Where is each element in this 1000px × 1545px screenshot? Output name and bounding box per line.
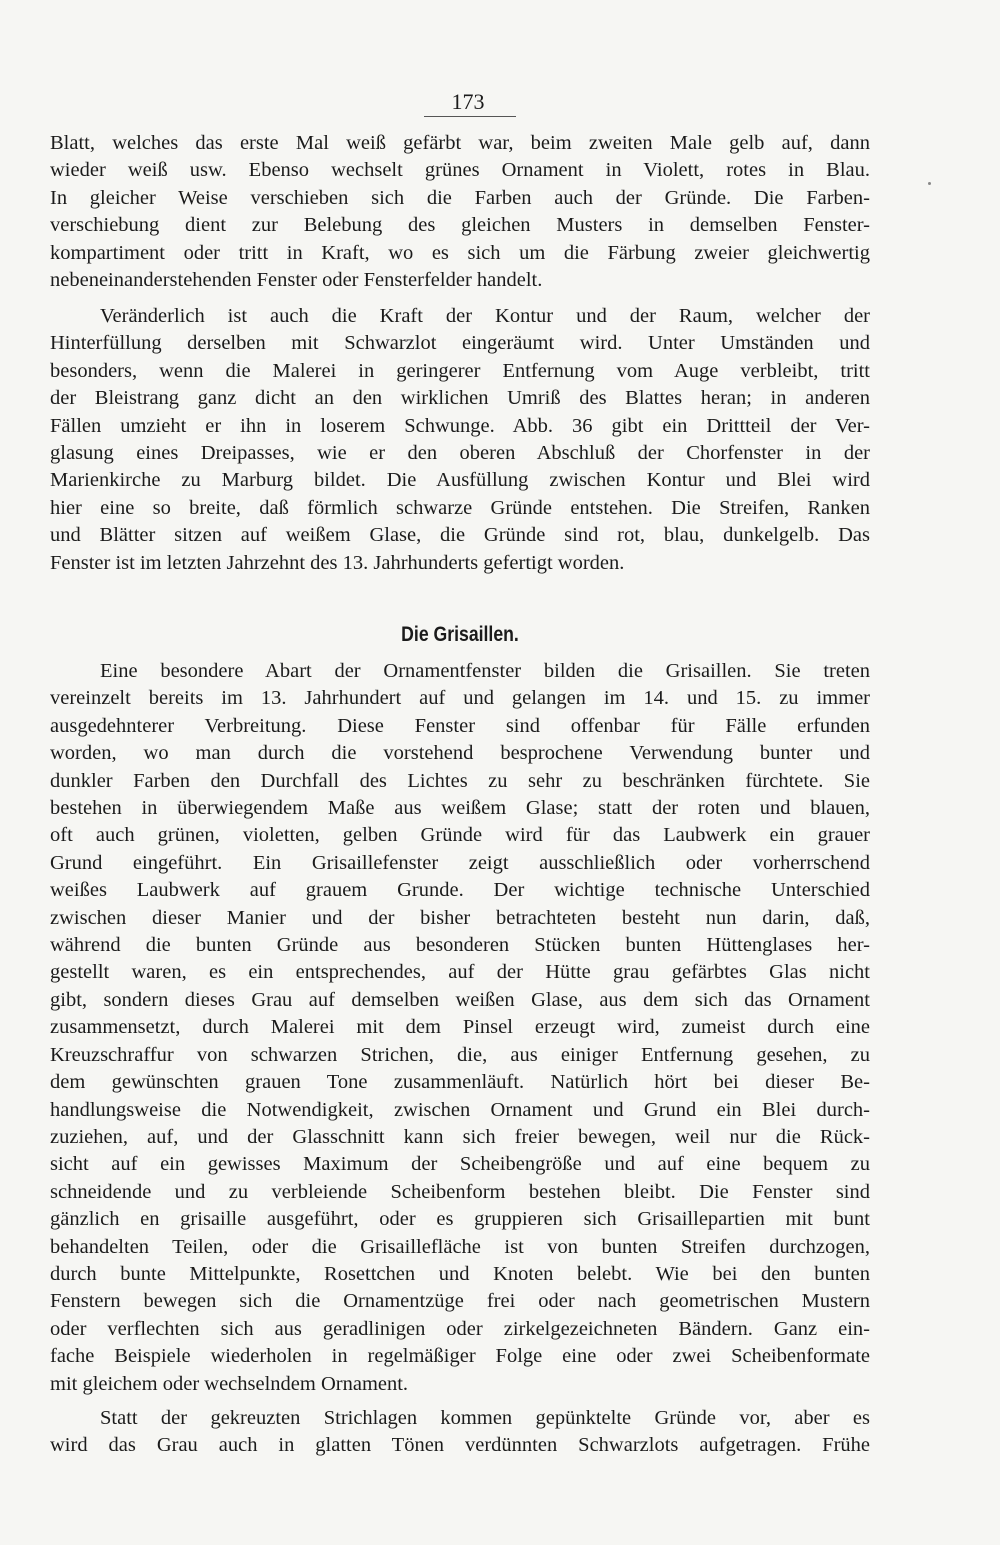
paragraph-color-shift <box>50 130 870 294</box>
text-line: Fenster ist im letzten Jahrzehnt des 13. Jahrhunderts gefertigt worden. <box>50 551 625 574</box>
text-line: mit gleichem oder wechselndem Ornament. <box>50 1372 409 1395</box>
text-line: fache Beispiele wiederholen in regelmäßiger Folge eine oder zwei Scheibenformate <box>50 1345 870 1368</box>
text-line: nebeneinanderstehenden Fenster oder Fensterfelder handelt. <box>50 269 543 292</box>
text-line: dunkler Farben den Durchfall des Lichtes zu sehr zu beschränken fürchtete. Sie <box>50 769 870 792</box>
text-line: behandelten Teilen, oder die Grisaillefläche ist von bunten Streifen durchzogen, <box>50 1235 870 1258</box>
text-line: Statt der gekreuzten Strichlagen kommen gepünktelte Gründe vor, aber es <box>100 1407 870 1429</box>
text-line: Fenstern bewegen sich die Ornamentzüge frei oder nach geometrischen Mustern <box>50 1290 870 1313</box>
text-line: Blatt, welches das erste Mal weiß gefärbt war, beim zweiten Male gelb auf, dann <box>50 132 870 154</box>
text-line: vereinzelt bereits im 13. Jahrhundert auf und gelangen im 14. und 15. zu immer <box>50 687 870 710</box>
text-line: zusammensetzt, durch Malerei mit dem Pinsel erzeugt wird, zumeist durch eine <box>50 1016 870 1039</box>
text-line: Hinterfüllung derselben mit Schwarzlot eingeräumt wird. Unter Umständen und <box>50 332 870 355</box>
text-line: oft auch grünen, violetten, gelben Gründe wird für das Laubwerk ein grauer <box>50 824 870 847</box>
text-line: glasung eines Dreipasses, wie er den oberen Abschluß der Chorfenster in der <box>50 442 870 465</box>
text-line: hier eine so breite, daß förmlich schwarze Gründe entstehen. Die Streifen, Ranken <box>50 496 870 519</box>
text-line: Eine besondere Abart der Ornamentfenster bilden die Grisaillen. Sie treten <box>100 660 870 682</box>
text-line: weißes Laubwerk auf grauem Grunde. Der wichtige technische Unterschied <box>50 879 870 902</box>
text-line: handlungsweise die Notwendigkeit, zwischen Ornament und Grund ein Blei durch- <box>50 1098 870 1121</box>
text-line: Marienkirche zu Marburg bildet. Die Ausfüllung zwischen Kontur und Blei wird <box>50 469 870 492</box>
text-line: gestellt waren, es ein entsprechendes, auf der Hütte grau gefärbtes Glas nicht <box>50 961 870 984</box>
text-line: gibt, sondern dieses Grau auf demselben weißen Glase, aus dem sich das Ornament <box>50 988 870 1011</box>
text-line: In gleicher Weise verschieben sich die Farben auch der Gründe. Die Farben- <box>50 186 870 209</box>
text-line: Kreuzschraffur von schwarzen Strichen, die, aus einiger Entfernung gesehen, zu <box>50 1043 870 1066</box>
text-line: kompartiment oder tritt in Kraft, wo es sich um die Färbung zweier gleichwertig <box>50 241 870 264</box>
text-line: ausgedehnterer Verbreitung. Diese Fenster sind offenbar für Fälle erfunden <box>50 714 870 737</box>
text-line: Grund eingeführt. Ein Grisaillefenster zeigt ausschließlich oder vorherrschend <box>50 851 870 874</box>
text-line: verschiebung dient zur Belebung des gleichen Musters in demselben Fenster- <box>50 214 870 237</box>
paragraph-grisaille <box>50 658 870 1398</box>
text-line: wieder weiß usw. Ebenso wechselt grünes Ornament in Violett, rotes in Blau. <box>50 159 870 182</box>
text-line: und Blätter sitzen auf weißem Glase, die Gründe sind rot, blau, dunkelgelb. Das <box>50 524 870 547</box>
text-line: oder verflechten sich aus geradlinigen oder zirkelgezeichneten Bändern. Ganz ein- <box>50 1317 870 1340</box>
text-line: worden, wo man durch die vorstehend besprochene Verwendung bunter und <box>50 742 870 765</box>
paper-speck <box>928 182 931 185</box>
text-line: dem gewünschten grauen Tone zusammenläuft. Natürlich hört bei dieser Be- <box>50 1071 870 1094</box>
paragraph-stippled <box>50 1405 870 1460</box>
text-line: wird das Grau auch in glatten Tönen verdünnten Schwarzlots aufgetragen. Frühe <box>50 1434 870 1457</box>
text-line: durch bunte Mittelpunkte, Rosettchen und Knoten belebt. Wie bei den bunten <box>50 1262 870 1285</box>
text-line: gänzlich en grisaille ausgeführt, oder es gruppieren sich Grisaillepartien mit bunt <box>50 1208 870 1231</box>
page-number: 173 <box>451 89 485 114</box>
page-number-rule <box>424 116 516 117</box>
paragraph-contour <box>50 303 870 577</box>
text-line: während die bunten Gründe aus besonderen Stücken bunten Hüttenglases her- <box>50 934 870 957</box>
text-line: bestehen in überwiegendem Maße aus weißem Glase; statt der roten und blauen, <box>50 797 870 820</box>
text-line: zwischen dieser Manier und der bisher betrachteten besteht nun darin, daß, <box>50 906 870 929</box>
text-line: Veränderlich ist auch die Kraft der Kontur und der Raum, welcher der <box>100 305 870 327</box>
text-line: Fällen umzieht er ihn in loserem Schwunge. Abb. 36 gibt ein Drittteil der Ver- <box>50 414 870 437</box>
text-line: der Bleistrang ganz dicht an den wirklichen Umriß des Blattes heran; in anderen <box>50 387 870 410</box>
text-line: sicht auf ein gewisses Maximum der Scheibengröße und auf eine bequem zu <box>50 1153 870 1176</box>
text-line: zuziehen, auf, und der Glasschnitt kann sich freier bewegen, weil nur die Rück- <box>50 1125 870 1148</box>
section-heading: Die Grisaillen. <box>401 623 519 646</box>
text-line: besonders, wenn die Malerei in geringerer Entfernung vom Auge verbleibt, tritt <box>50 359 870 382</box>
text-line: schneidende und zu verbleiende Scheibenform bestehen bleibt. Die Fenster sind <box>50 1180 870 1203</box>
